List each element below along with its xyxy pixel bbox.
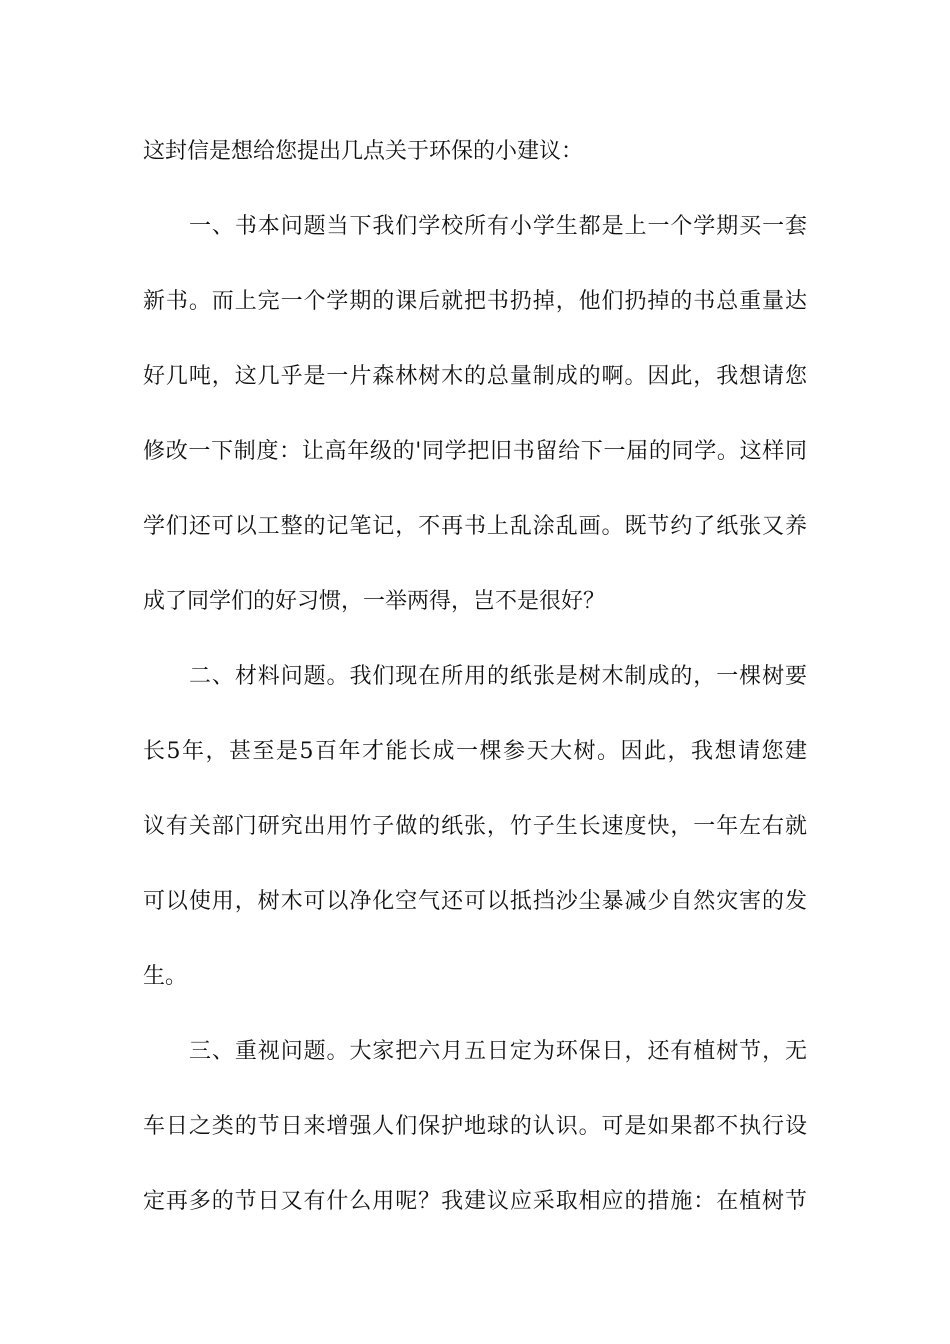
text-line: 长5年，甚至是5百年才能长成一棵参天大树。因此，我想请您建 xyxy=(143,739,807,764)
text-line: 可以使用，树木可以净化空气还可以抵挡沙尘暴减少自然灾害的发 xyxy=(143,889,807,914)
text-line: 定再多的节日又有什么用呢？我建议应采取相应的措施：在植树节 xyxy=(143,1189,807,1214)
text-line: 好几吨，这几乎是一片森林树木的总量制成的啊。因此，我想请您 xyxy=(143,364,807,389)
text-line: 议有关部门研究出用竹子做的纸张，竹子生长速度快，一年左右就 xyxy=(143,814,807,839)
text-line: 二、材料问题。我们现在所用的纸张是树木制成的，一棵树要 xyxy=(189,664,807,689)
text-line: 学们还可以工整的记笔记，不再书上乱涂乱画。既节约了纸张又养 xyxy=(143,514,807,539)
text-line: 这封信是想给您提出几点关于环保的小建议： xyxy=(143,139,584,164)
text-line: 三、重视问题。大家把六月五日定为环保日，还有植树节，无 xyxy=(189,1039,807,1064)
text-line: 新书。而上完一个学期的课后就把书扔掉，他们扔掉的书总重量达 xyxy=(143,289,807,314)
text-line: 车日之类的节日来增强人们保护地球的认识。可是如果都不执行设 xyxy=(143,1114,807,1139)
text-line: 一、书本问题当下我们学校所有小学生都是上一个学期买一套 xyxy=(189,214,807,239)
text-line: 修改一下制度：让高年级的'同学把旧书留给下一届的同学。这样同 xyxy=(143,439,807,464)
text-line: 生。 xyxy=(143,964,188,989)
text-line: 成了同学们的好习惯，一举两得，岂不是很好？ xyxy=(143,589,606,614)
